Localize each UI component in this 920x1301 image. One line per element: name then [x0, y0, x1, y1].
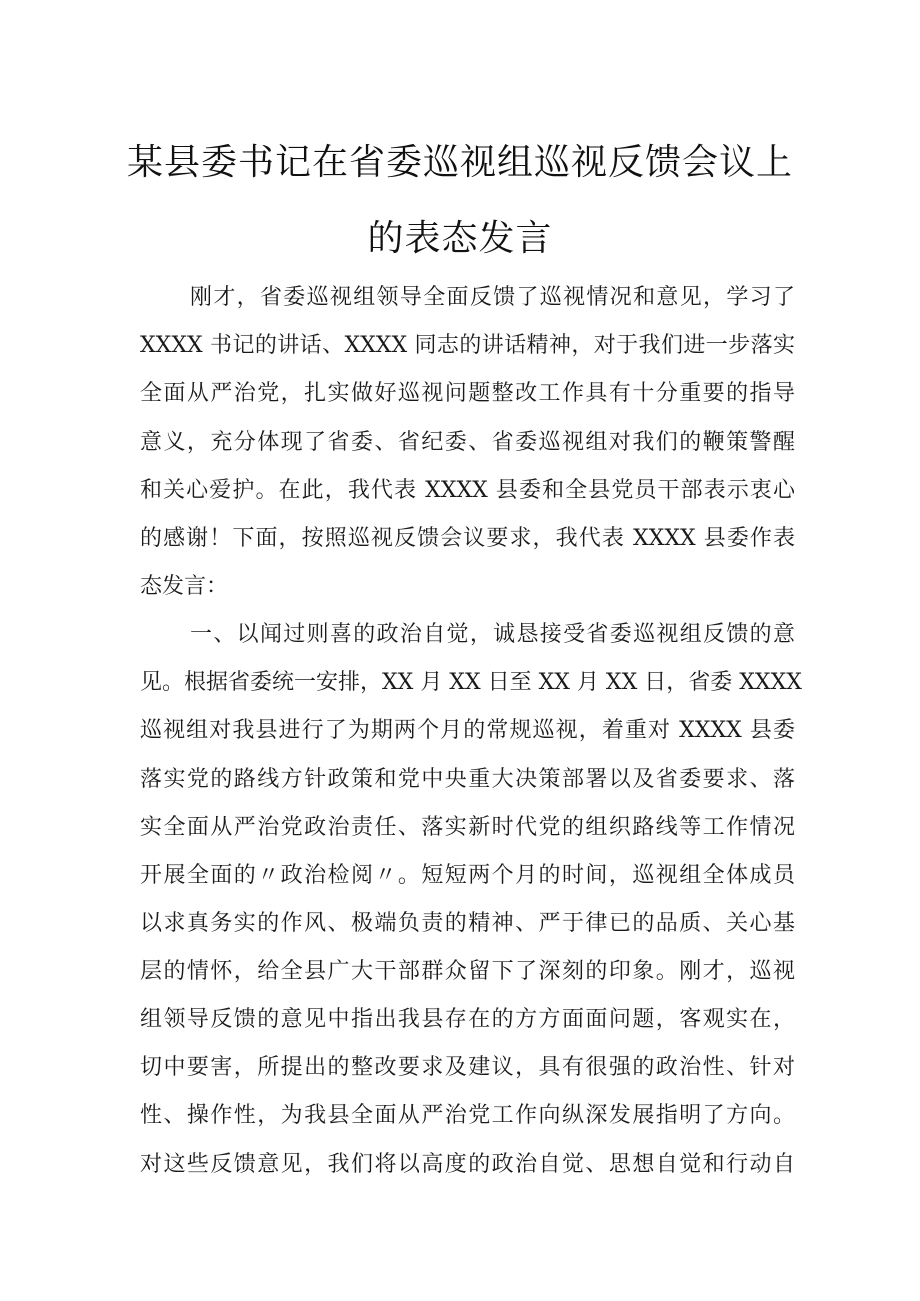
- paragraph-2-line: 落实党的路线方针政策和党中央重大决策部署以及省委要求、落: [140, 767, 795, 792]
- paragraph-2-line: 切中要害，所提出的整改要求及建议，具有很强的政治性、针对: [140, 1055, 795, 1080]
- paragraph-2-line: 对这些反馈意见，我们将以高度的政治自觉、思想自觉和行动自: [140, 1152, 795, 1177]
- paragraph-2-line: 一、以闻过则喜的政治自觉，诚恳接受省委巡视组反馈的意: [190, 622, 795, 647]
- paragraph-2-line: 性、操作性，为我县全面从严治党工作向纵深发展指明了方向。: [140, 1103, 795, 1128]
- paragraph-2-line: 层的情怀，给全县广大干部群众留下了深刻的印象。刚才，巡视: [140, 959, 795, 984]
- paragraph-1-line: 意义，充分体现了省委、省纪委、省委巡视组对我们的鞭策警醒: [140, 430, 795, 455]
- paragraph-1-line: 态发言：: [140, 574, 229, 599]
- paragraph-1-line: 全面从严治党，扎实做好巡视问题整改工作具有十分重要的指导: [140, 381, 795, 406]
- paragraph-2-line: 实全面从严治党政治责任、落实新时代党的组织路线等工作情况: [140, 815, 795, 840]
- paragraph-2-line: 巡视组对我县进行了为期两个月的常规巡视，着重对 XXXX 县委: [140, 718, 795, 743]
- paragraph-1-line: 和关心爱护。在此，我代表 XXXX 县委和全县党员干部表示衷心: [140, 478, 795, 503]
- paragraph-1-line: XXXX 书记的讲话、XXXX 同志的讲话精神，对于我们进一步落实: [140, 333, 795, 358]
- paragraph-2-line: 组领导反馈的意见中指出我县存在的方方面面问题，客观实在，: [140, 1007, 795, 1032]
- paragraph-2-line: 以求真务实的作风、极端负责的精神、严于律已的品质、关心基: [140, 911, 795, 936]
- document-title-line-2: 的表态发言: [367, 218, 553, 259]
- paragraph-1-line: 的感谢！下面，按照巡视反馈会议要求，我代表 XXXX 县委作表: [140, 526, 795, 551]
- paragraph-2-line: 见。根据省委统一安排，XX 月 XX 日至 XX 月 XX 日，省委 XXXX: [140, 670, 802, 695]
- document-title-line-1: 某县委书记在省委巡视组巡视反馈会议上: [126, 142, 793, 183]
- paragraph-1-line: 刚才，省委巡视组领导全面反馈了巡视情况和意见，学习了: [190, 285, 795, 310]
- paragraph-2-line: 开展全面的〃政治检阅〃。短短两个月的时间，巡视组全体成员: [140, 863, 795, 888]
